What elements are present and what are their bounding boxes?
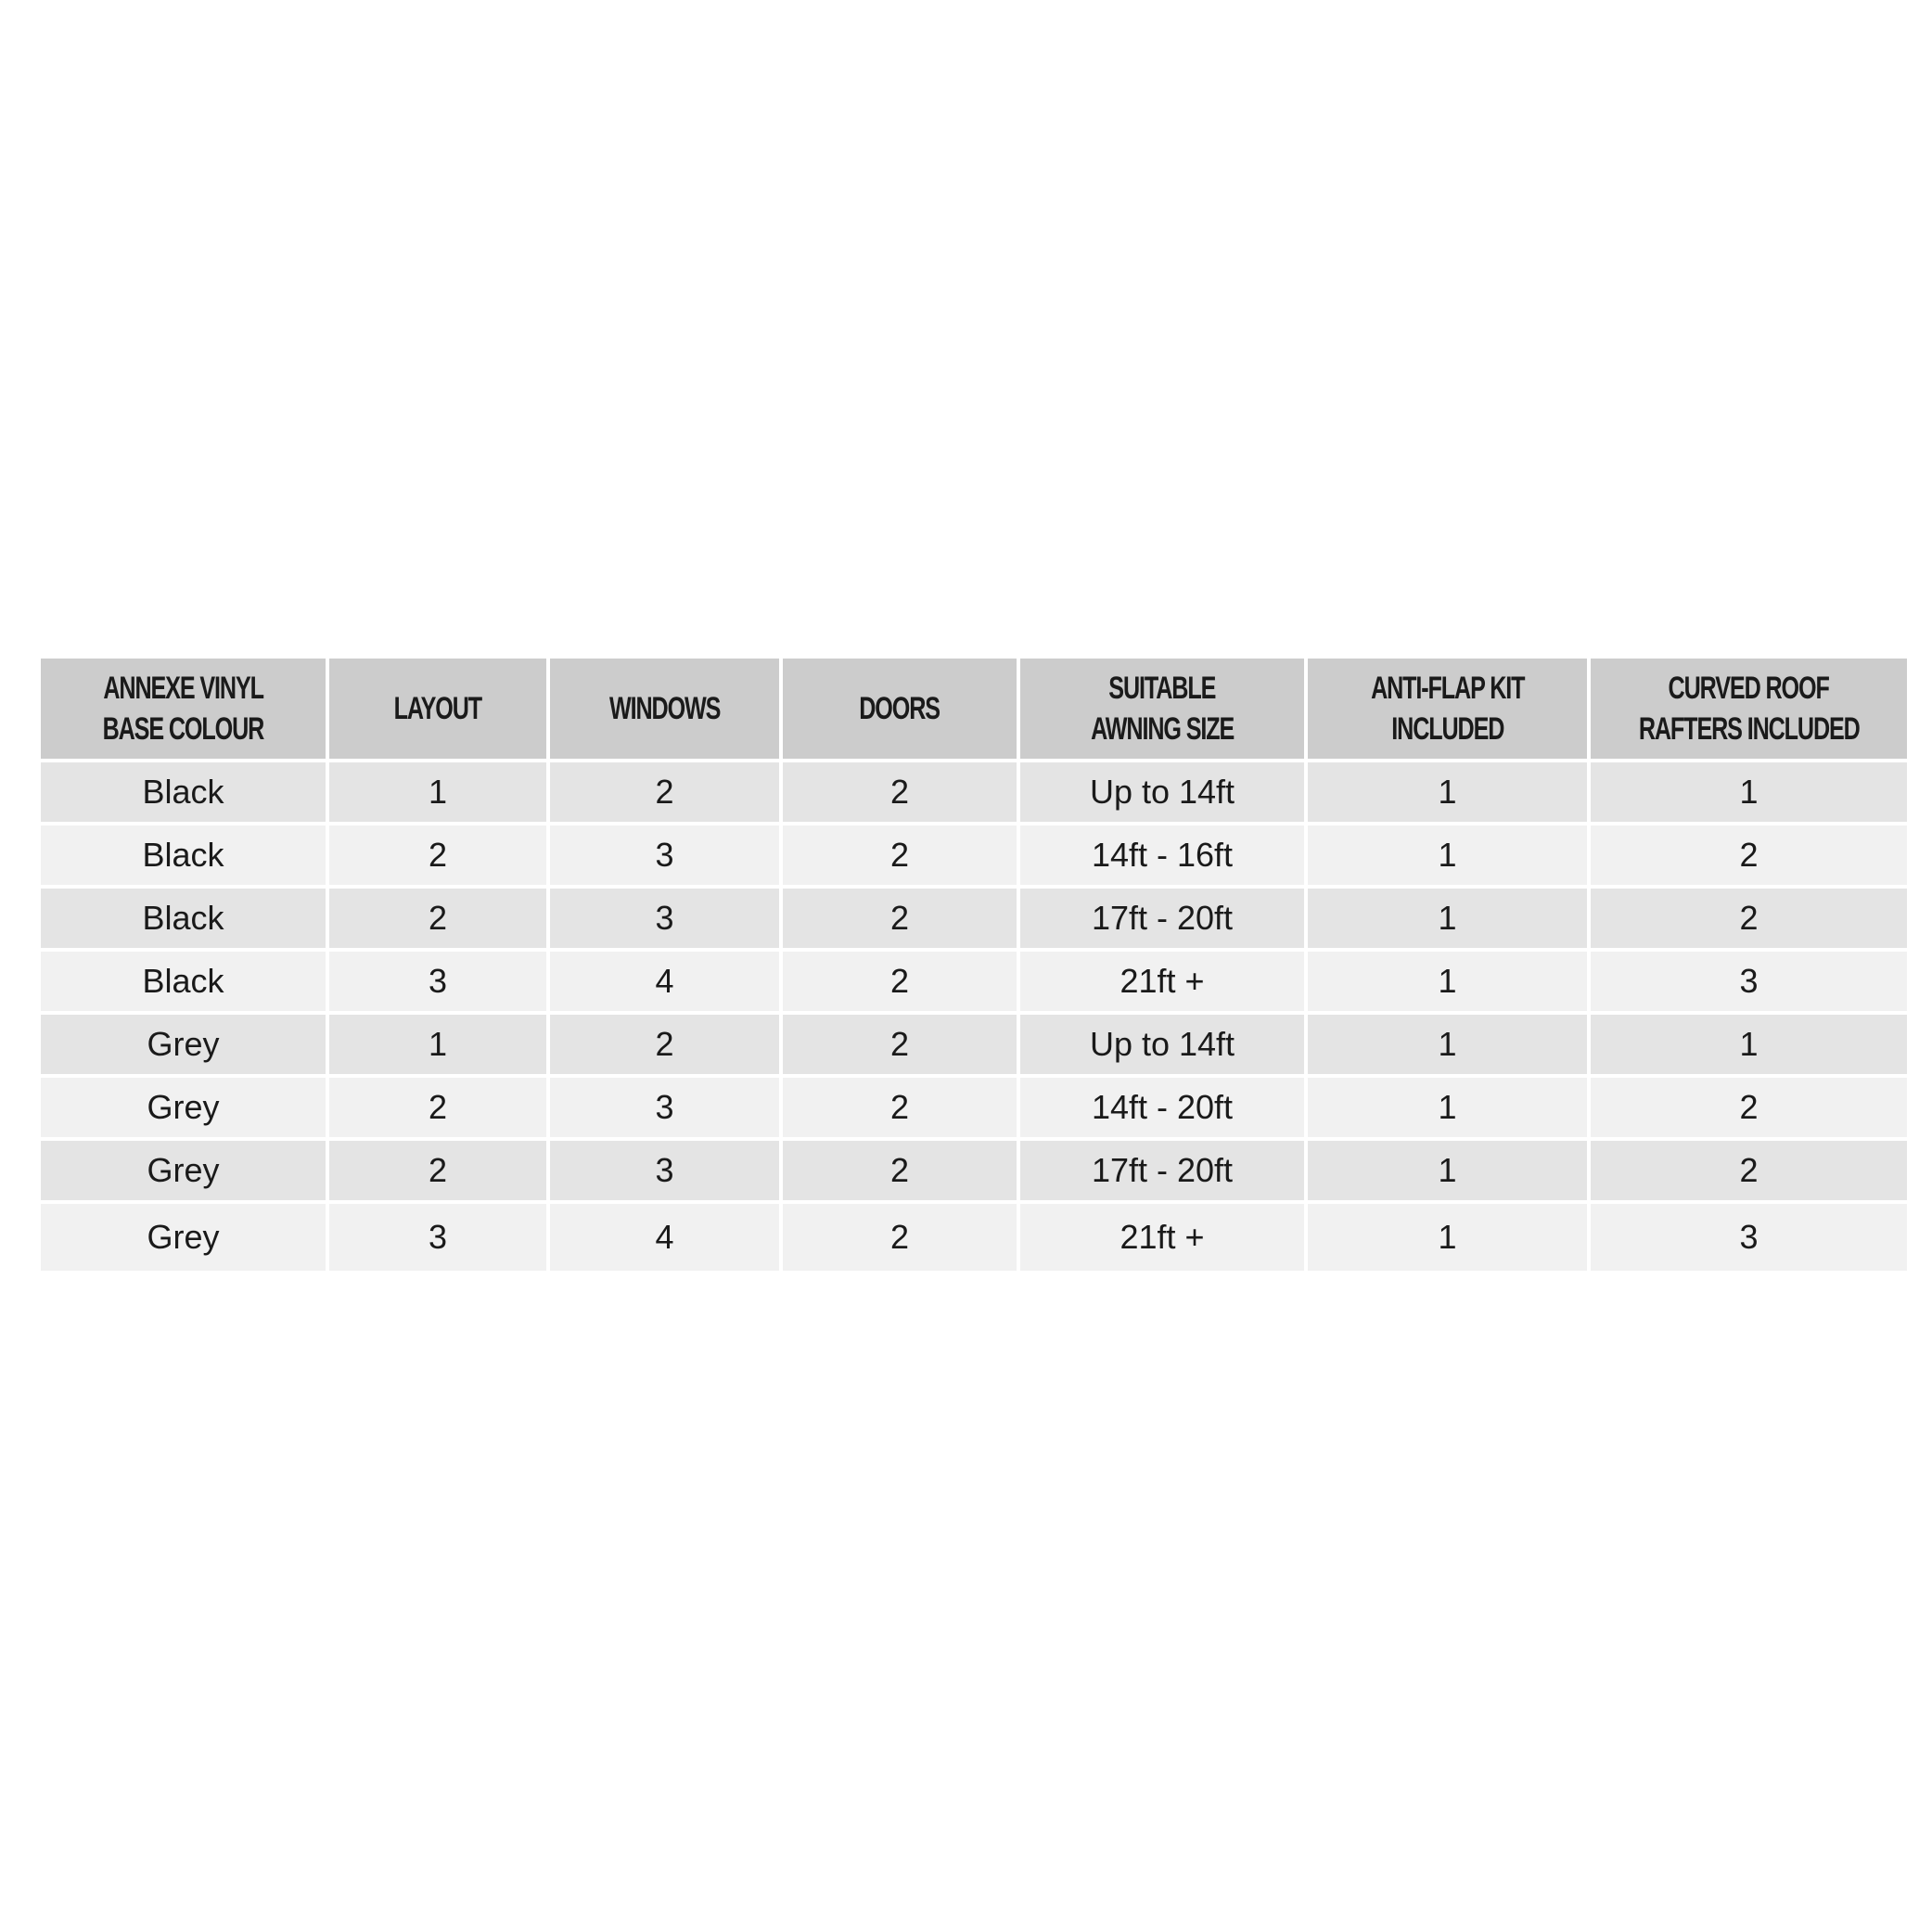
table-row — [41, 1078, 1907, 1137]
table-row — [41, 1204, 1907, 1271]
column-header-line: DOORS — [859, 691, 940, 726]
table-cell-awning-size: 17ft - 20ft — [1020, 1141, 1304, 1200]
table-cell-windows: 4 — [550, 952, 779, 1011]
table-row — [41, 825, 1907, 885]
column-header-line: ANTI-FLAP KIT — [1370, 671, 1525, 706]
table-body — [41, 762, 1907, 1271]
table-cell-base-colour: Grey — [41, 1204, 326, 1271]
table-cell-base-colour: Black — [41, 889, 326, 948]
table-row — [41, 1141, 1907, 1200]
table-head — [41, 659, 1907, 759]
table-cell-windows: 2 — [550, 1015, 779, 1074]
table-cell-awning-size: 21ft + — [1020, 1204, 1304, 1271]
table-cell-curved-roof-rafters: 2 — [1591, 1141, 1907, 1200]
column-header-line: WINDOWS — [608, 691, 721, 726]
table-cell-doors: 2 — [783, 952, 1017, 1011]
table-cell-doors: 2 — [783, 825, 1017, 885]
table-cell-windows: 4 — [550, 1204, 779, 1271]
table-cell-curved-roof-rafters: 1 — [1591, 762, 1907, 822]
table-cell-anti-flap-kit: 1 — [1308, 825, 1587, 885]
table-cell-curved-roof-rafters: 2 — [1591, 1078, 1907, 1137]
table-cell-layout: 1 — [329, 1015, 546, 1074]
table-cell-base-colour: Black — [41, 952, 326, 1011]
table-cell-doors: 2 — [783, 762, 1017, 822]
table-cell-anti-flap-kit: 1 — [1308, 889, 1587, 948]
table-cell-layout: 2 — [329, 825, 546, 885]
column-header-doors — [783, 659, 1017, 759]
table-cell-layout: 2 — [329, 1141, 546, 1200]
table-cell-awning-size: 21ft + — [1020, 952, 1304, 1011]
column-header-layout — [329, 659, 546, 759]
table-cell-doors: 2 — [783, 1141, 1017, 1200]
table-cell-awning-size: 14ft - 16ft — [1020, 825, 1304, 885]
table-cell-base-colour: Black — [41, 762, 326, 822]
table-cell-awning-size: Up to 14ft — [1020, 762, 1304, 822]
table-cell-doors: 2 — [783, 1078, 1017, 1137]
column-header-curved-roof-rafters — [1591, 659, 1907, 759]
table-cell-anti-flap-kit: 1 — [1308, 1078, 1587, 1137]
column-header-line: SUITABLE — [1108, 671, 1216, 706]
table-cell-curved-roof-rafters: 3 — [1591, 952, 1907, 1011]
table-cell-layout: 3 — [329, 952, 546, 1011]
table-cell-windows: 3 — [550, 889, 779, 948]
table-cell-curved-roof-rafters: 2 — [1591, 825, 1907, 885]
table-cell-awning-size: Up to 14ft — [1020, 1015, 1304, 1074]
table-row — [41, 1015, 1907, 1074]
table-cell-windows: 3 — [550, 1141, 779, 1200]
column-header-line: AWNING SIZE — [1090, 711, 1235, 747]
column-header-line: RAFTERS INCLUDED — [1638, 711, 1860, 747]
table-cell-doors: 2 — [783, 1204, 1017, 1271]
table-cell-layout: 1 — [329, 762, 546, 822]
column-header-text — [66, 668, 301, 749]
column-header-line: INCLUDED — [1390, 711, 1504, 747]
table-cell-base-colour: Grey — [41, 1015, 326, 1074]
table-row — [41, 762, 1907, 822]
table-cell-base-colour: Black — [41, 825, 326, 885]
table-cell-doors: 2 — [783, 889, 1017, 948]
table-cell-anti-flap-kit: 1 — [1308, 1141, 1587, 1200]
table-cell-windows: 2 — [550, 762, 779, 822]
column-header-windows — [550, 659, 779, 759]
table-row — [41, 889, 1907, 948]
column-header-line: LAYOUT — [393, 691, 482, 726]
column-header-text — [1045, 668, 1280, 749]
table-cell-base-colour: Grey — [41, 1141, 326, 1200]
table-cell-anti-flap-kit: 1 — [1308, 1015, 1587, 1074]
table-row — [41, 952, 1907, 1011]
spec-table — [37, 655, 1911, 1274]
table-cell-curved-roof-rafters: 2 — [1591, 889, 1907, 948]
table-cell-windows: 3 — [550, 825, 779, 885]
table-cell-doors: 2 — [783, 1015, 1017, 1074]
column-header-line: CURVED ROOF — [1668, 671, 1830, 706]
column-header-text — [1332, 668, 1563, 749]
column-header-text — [387, 688, 489, 729]
table-cell-base-colour: Grey — [41, 1078, 326, 1137]
table-cell-anti-flap-kit: 1 — [1308, 762, 1587, 822]
table-cell-awning-size: 17ft - 20ft — [1020, 889, 1304, 948]
column-header-anti-flap-kit — [1308, 659, 1587, 759]
column-header-line: ANNEXE VINYL — [103, 671, 263, 706]
table-cell-curved-roof-rafters: 1 — [1591, 1015, 1907, 1074]
column-header-text — [853, 688, 947, 729]
table-cell-awning-size: 14ft - 20ft — [1020, 1078, 1304, 1137]
table-cell-layout: 2 — [329, 1078, 546, 1137]
column-header-awning-size — [1020, 659, 1304, 759]
table-cell-anti-flap-kit: 1 — [1308, 1204, 1587, 1271]
header-row — [41, 659, 1907, 759]
table-cell-anti-flap-kit: 1 — [1308, 952, 1587, 1011]
column-header-text — [600, 688, 729, 729]
column-header-text — [1618, 668, 1880, 749]
column-header-base-colour — [41, 659, 326, 759]
table-cell-layout: 2 — [329, 889, 546, 948]
table-cell-curved-roof-rafters: 3 — [1591, 1204, 1907, 1271]
table-cell-windows: 3 — [550, 1078, 779, 1137]
column-header-line: BASE COLOUR — [102, 711, 264, 747]
table-cell-layout: 3 — [329, 1204, 546, 1271]
